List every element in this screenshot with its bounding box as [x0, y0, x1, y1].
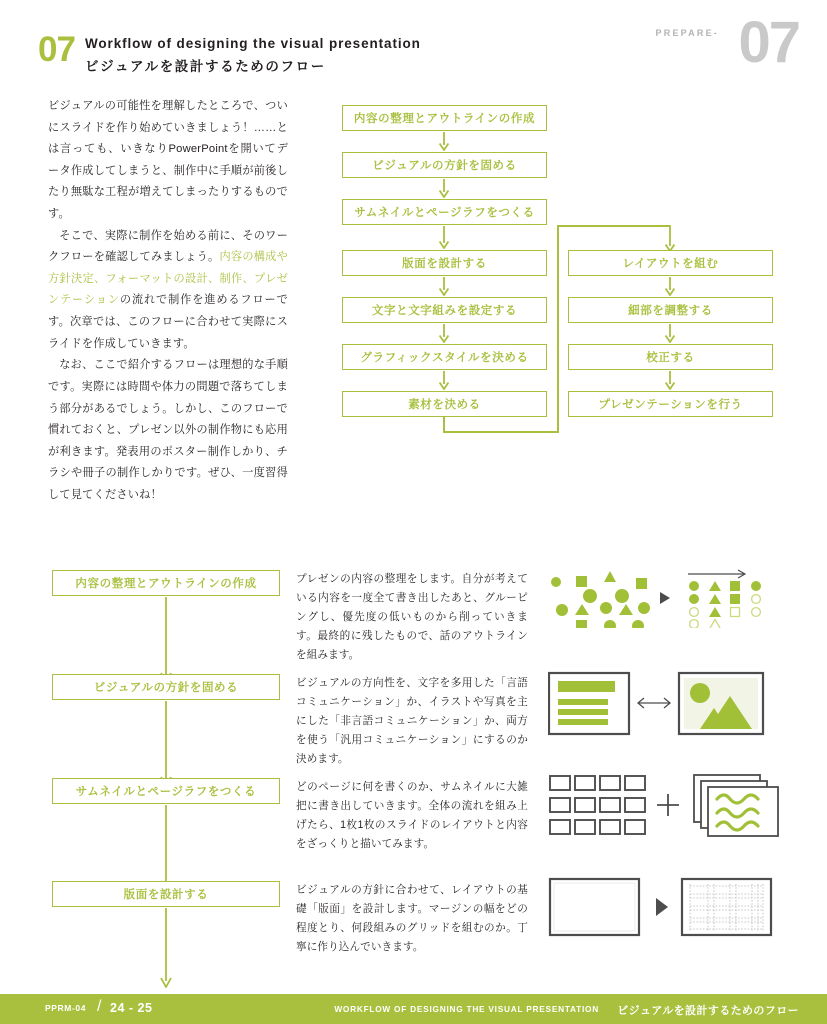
step-label-2[interactable]: ビジュアルの方針を固める: [52, 674, 280, 700]
header-prepare-label: PREPARE-: [655, 28, 719, 38]
flow-box-left-1[interactable]: 内容の整理とアウトラインの作成: [342, 105, 547, 131]
body-paragraph-2-text-a: そこで、実際に制作を始める前に、そのワークフローを確認してみましょう。: [48, 229, 288, 264]
step-illustration-4: [548, 876, 783, 943]
step-arrow-4: [159, 908, 173, 924]
footer-separator: /: [97, 998, 102, 1015]
step-description-3: どのページに何を書くのか、サムネイルに大雑把に書き出していきます。全体の流れを組み上げたら、1枚1枚のスライドのレイアウトと内容をざっくりと描いてみます。: [296, 781, 528, 851]
step-illustration-3: [548, 772, 783, 843]
flow-box-left-4[interactable]: 版面を設計する: [342, 250, 547, 276]
body-paragraph-3: [48, 355, 288, 506]
flow-arrow-left-3: [437, 226, 451, 242]
footer-page-numbers: 24 - 25: [110, 1001, 153, 1015]
flow-box-right-4[interactable]: プレゼンテーションを行う: [568, 391, 773, 417]
flow-box-right-3[interactable]: 校正する: [568, 344, 773, 370]
flow-arrow-right-1: [663, 277, 677, 293]
flow-arrow-left-2: [437, 179, 451, 195]
flow-box-left-2[interactable]: ビジュアルの方針を固める: [342, 152, 547, 178]
body-paragraph-3-text: なお、ここで紹介するフローは理想的な手順です。実際には時間や体力の問題で落ちてしまう部分があるでしょう。しかし、このフローで慣れておくと、プレゼン以外の制作物にも応用が利きます。発表用のポスター制作しかり、チラシや冊子の制作しかりです。ぜひ、一度習得して見てくださいね！: [48, 359, 288, 501]
step-arrow-2: [159, 701, 173, 717]
flow-arrow-left-1: [437, 132, 451, 148]
header-title-japanese: ビジュアルを設計するためのフロー: [85, 59, 326, 74]
flow-arrow-into-right-column: [663, 225, 677, 241]
body-paragraph-1-text: ビジュアルの可能性を理解したところで、ついにスライドを作り始めていきましょう！……とは言っても、いきなりPowerPointを開いてデータ作成してしまうと、制作中に手順が前後したり無駄な工程が増えてしまったりするものです。: [48, 100, 288, 221]
step-label-1[interactable]: 内容の整理とアウトラインの作成: [52, 570, 280, 596]
step-illustration-1: [548, 568, 783, 633]
step-description-4: ビジュアルの方針に合わせて、レイアウトの基礎「版面」を設計します。マージンの幅をどの程度とり、何段組みのグリッドを組むのか。丁寧に作り込んでいきます。: [296, 884, 528, 954]
step-label-4[interactable]: 版面を設計する: [52, 881, 280, 907]
footer-code: PPRM-04: [45, 1003, 87, 1013]
body-paragraph-2: [48, 226, 288, 356]
body-paragraph-2-text-b: の流れで制作を進めるフローです。次章では、このフローに合わせて実際にスライドを作成していきます。: [48, 294, 288, 350]
intro-body-copy: [48, 96, 288, 507]
header-title-english: Workflow of designing the visual presentation: [85, 36, 421, 51]
flow-arrow-right-2: [663, 324, 677, 340]
flow-connector-across: [443, 431, 559, 433]
flow-arrow-left-6: [437, 371, 451, 387]
header-big-number: 07: [738, 10, 799, 75]
flow-box-left-7[interactable]: 素材を決める: [342, 391, 547, 417]
flow-arrow-left-4: [437, 277, 451, 293]
step-label-3[interactable]: サムネイルとページラフをつくる: [52, 778, 280, 804]
step-arrow-3: [159, 805, 173, 821]
step-arrow-1: [159, 597, 173, 613]
flow-connector-top: [557, 225, 670, 227]
flow-box-right-1[interactable]: レイアウトを組む: [568, 250, 773, 276]
footer-title-english: WORKFLOW OF DESIGNING THE VISUAL PRESENTATION: [334, 1004, 599, 1014]
step-description-2: ビジュアルの方向性を、文字を多用した「言語コミュニケーション」か、イラストや写真を主にした「非言語コミュニケーション」か、両方を使う「汎用コミュニケーション」にするのか決めます。: [296, 677, 528, 766]
footer-title-japanese: ビジュアルを設計するためのフロー: [617, 1005, 799, 1017]
step-illustration-2: [548, 670, 783, 743]
body-paragraph-2-highlight: 内容の構成や方針決定、フォーマットの設計、制作、プレゼンテーション: [48, 251, 288, 307]
header-section-number: 07: [38, 30, 75, 69]
flow-arrow-left-5: [437, 324, 451, 340]
page-footer: [0, 994, 827, 1024]
body-paragraph-1: [48, 96, 288, 226]
flow-connector-up: [557, 225, 559, 433]
flow-box-left-5[interactable]: 文字と文字組みを設定する: [342, 297, 547, 323]
step-description-1: プレゼンの内容の整理をします。自分が考えている内容を一度全て書き出したあと、グルーピングし、優先度の低いものから削っていきます。最終的に残したもので、話のアウトラインを組みます。: [296, 573, 528, 662]
flow-box-left-6[interactable]: グラフィックスタイルを決める: [342, 344, 547, 370]
flow-arrow-right-3: [663, 371, 677, 387]
flow-box-left-3[interactable]: サムネイルとページラフをつくる: [342, 199, 547, 225]
flow-box-right-2[interactable]: 細部を調整する: [568, 297, 773, 323]
